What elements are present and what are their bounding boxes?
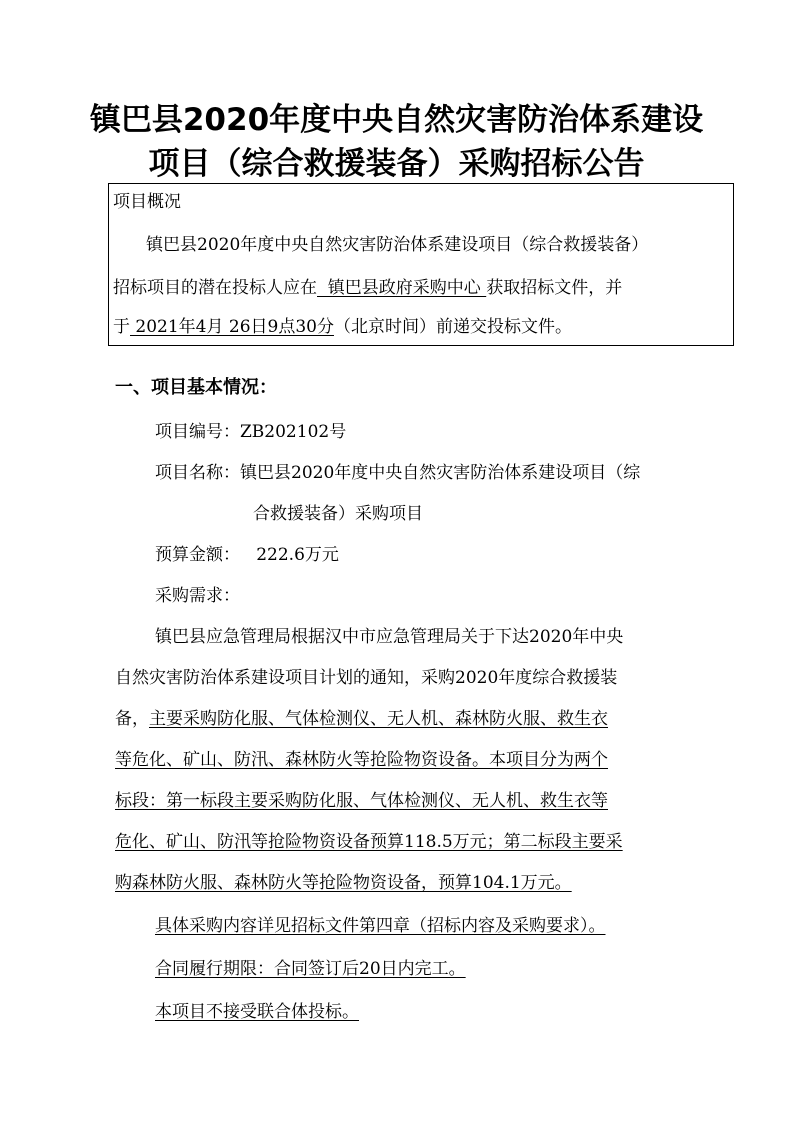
page-title-line-1: 镇巴县2020年度中央自然灾害防治体系建设 [89,102,704,138]
needs-line-2: 自然灾害防治体系建设项目计划的通知，采购2020年度综合救援装 [115,668,618,688]
overview-line-3 [113,315,572,339]
bid-deadline: 2021年4月 26日9点30分 [130,317,334,337]
needs-line-3-underlined: 主要采购防化服、气体检测仪、无人机、森林防火服、救生衣 [149,709,608,729]
overview-line-2-post: 获取招标文件，并 [486,278,623,298]
procurement-needs-label: 采购需求： [155,586,240,606]
needs-line-7: 购森林防火服、森林防火等抢险物资设备，预算104.1万元。 [115,873,572,893]
budget-amount: 预算金额： 222.6万元 [155,545,339,565]
needs-line-3 [115,707,608,731]
needs-line-6: 危化、矿山、防汛等抢险物资设备预算118.5万元；第二标段主要采 [115,832,623,852]
consortium-note: 本项目不接受联合体投标。 [155,1002,359,1022]
project-name-line-1: 项目名称：镇巴县2020年度中央自然灾害防治体系建设项目（综 [155,463,641,483]
contract-period: 合同履行期限：合同签订后20日内完工。 [155,959,466,979]
overview-line-2-pre: 招标项目的潜在投标人应在 [113,278,317,298]
project-name-line-2: 合救援装备）采购项目 [253,504,423,524]
needs-line-1: 镇巴县应急管理局根据汉中市应急管理局关于下达2020年中央 [155,627,624,647]
page-title-line-2: 项目（综合救援装备）采购招标公告 [148,146,645,182]
section-heading-basic-info: 一、项目基本情况： [115,377,277,398]
needs-line-3-pre: 备， [115,709,149,729]
overview-label: 项目概况 [113,192,181,212]
overview-line-1: 镇巴县2020年度中央自然灾害防治体系建设项目（综合救援装备） [146,235,649,255]
needs-line-5: 标段：第一标段主要采购防化服、气体检测仪、无人机、救生衣等 [115,791,608,811]
procurement-details: 具体采购内容详见招标文件第四章（招标内容及采购要求）。 [155,916,606,936]
document-location: 镇巴县政府采购中心 [317,278,487,298]
overview-line-3-pre: 于 [113,317,130,337]
overview-line-3-post: （北京时间）前递交投标文件。 [333,317,572,337]
project-number: 项目编号：ZB202102号 [155,422,347,442]
overview-line-2 [113,276,622,300]
needs-line-4: 等危化、矿山、防汛、森林防火等抢险物资设备。本项目分为两个 [115,750,608,770]
